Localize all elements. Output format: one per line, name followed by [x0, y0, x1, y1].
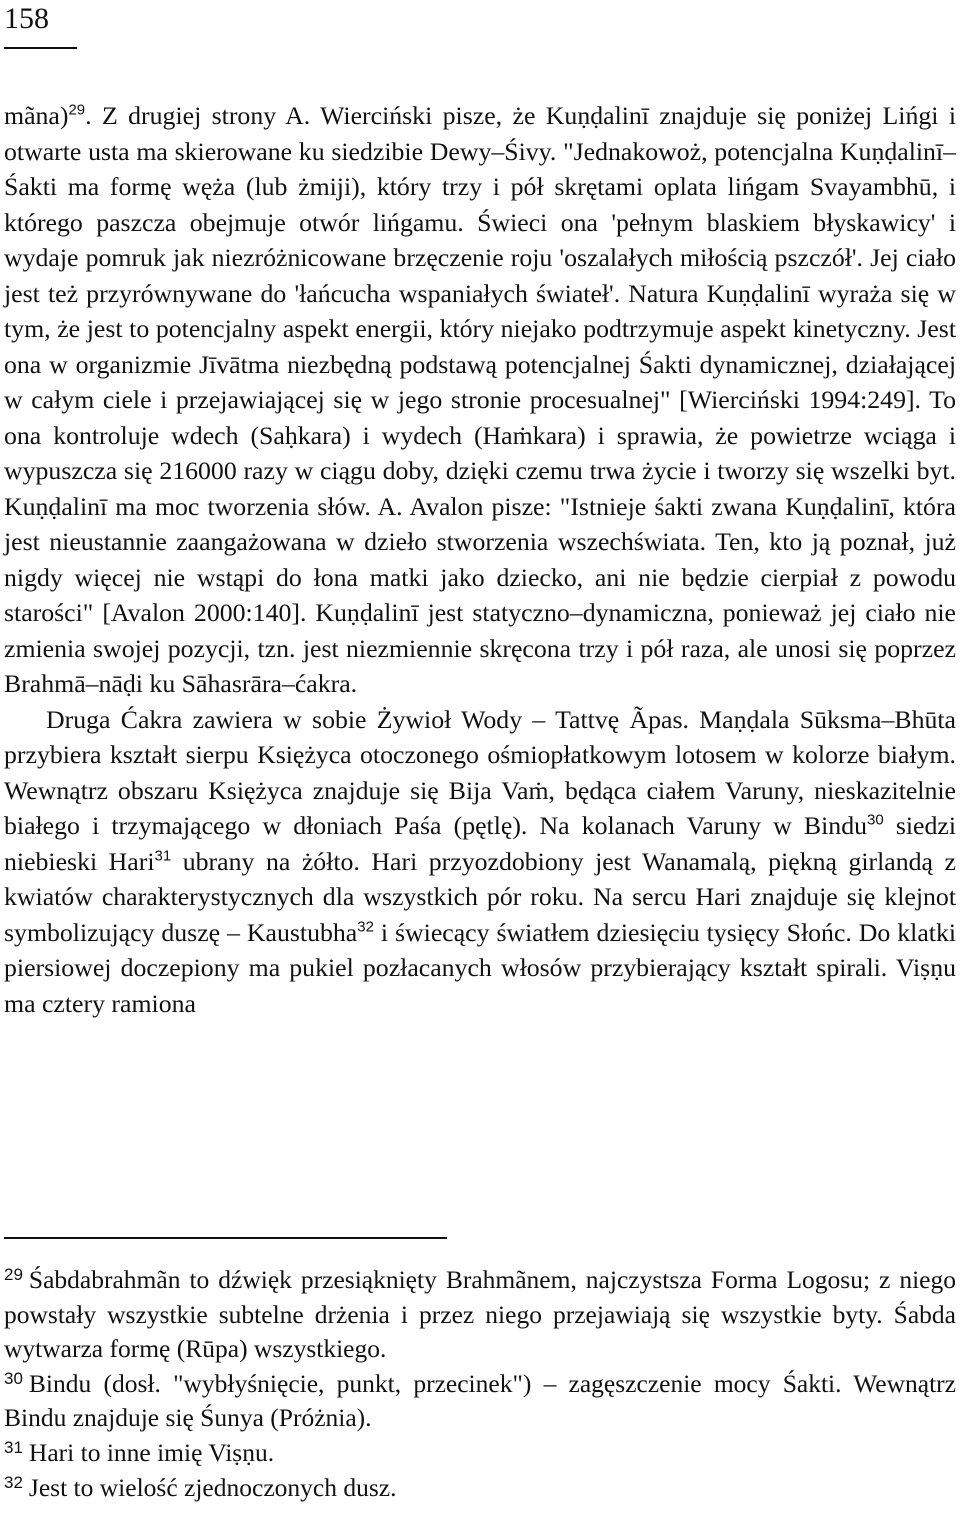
text-run: . Z drugiej strony A. Wierciński pisze, że Kuṇḍalinī znajduje się poniżej Lińgi i otwarte usta ma skierowane ku siedzibie Dewy–Śivy. "Jednakowoż, potencjalna Kuṇḍalinī–Śakti ma formę węża (lub żmiji), który trzy i pół skrętami oplata lińgam Svayambhū, i którego paszcza obejmuje otwór lińgamu. Świeci ona 'pełnym blaskiem błyskawicy' i wydaje pomruk jak niezróżnicowane brzęczenie roju 'oszalałych miłością pszczół'. Jej ciało jest też przyrównywane do 'łańcucha wspaniałych świateł'. Natura Kuṇḍalinī wyraża się w tym, że jest to potencjalny aspekt energii, który niejako podtrzymuje aspekt kinetyczny. Jest ona w organizmie Jīvātma niezbędną podstawą potencjalnej Śakti dynamicznej, działającej w całym ciele i przejawiającej się w jego stronie procesualnej" [Wierciński 1994:249]. To ona kontroluje wdech (Saḥkara) i wydech (Haṁkara) i sprawia, że powietrze wciąga i wypuszcza się 216000 razy w ciągu doby, dzięki czemu trwa życie i tworzy się wszelki byt. Kuṇḍalinī ma moc tworzenia słów. A. Avalon pisze: "Istnieje śakti zwana Kuṇḍalinī, która jest nieustannie zaangażowana w dzieło stworzenia wszechświata. Ten, kto ją poznał, już nigdy więcej nie wstąpi do łona matki jako dziecko, ani nie będzie cierpiał z powodu starości" [Avalon 2000:140]. Kuṇḍalinī jest statyczno–dynamiczna, ponieważ jej ciało nie zmienia swojej pozycji, tzn. jest niezmiennie skręcona trzy i pół raza, ale unosi się poprzez Brahmā–nāḍi ku Sāhasrāra–ćakra. [4, 101, 956, 698]
text-run: mãna) [4, 101, 69, 130]
text-run: Druga Ćakra zawiera w sobie Żywioł Wody – Tattvę Ãpas. Maṇḍala Sūksma–Bhūta przybiera kształt sierpu Księżyca otoczonego ośmiopłatkowym lotosem w kolorze białym. Wewnątrz obszaru Księżyca znajduje się Bija Vaṁ, będąca ciałem Varuny, nieskazitelnie białego i trzymającego w dłoniach Paśa (pętlę). Na kolanach Varuny w Bindu [4, 704, 956, 840]
header-rule [4, 47, 77, 49]
footnote-text: Bindu (dosł. "wybłyśnięcie, punkt, przecinek") – zagęszczenie mocy Śakti. Wewnątrz Bindu znajduje się Śunya (Próżnia). [4, 1368, 956, 1433]
paragraph [4, 702, 956, 1022]
footnote-separator [4, 1237, 447, 1239]
footnote [4, 1367, 956, 1436]
footnote [4, 1263, 956, 1367]
main-text [4, 98, 956, 1021]
footnote [4, 1471, 956, 1506]
footnote-text: Śabdabrahmãn to dźwięk przesiąknięty Brahmãnem, najczystsza Forma Logosu; z niego powstały wszystkie subtelne drżenia i przez niego przejawiają się wszystkie byty. Śabda wytwarza formę (Rūpa) wszystkiego. [4, 1265, 956, 1364]
paragraph [4, 98, 956, 702]
footnote-ref: 29 [68, 101, 86, 119]
footnote-text: Hari to inne imię Viṣṇu. [28, 1437, 275, 1467]
footnotes [4, 1263, 956, 1505]
text-run: ubrany na żółto. Hari przyozdobiony jest Wanamalą, piękną girlandą z kwiatów charakterystycznych dla wszystkich pór roku. Na sercu Hari znajduje się klejnot symbolizujący duszę – Kaustubha [4, 846, 956, 947]
footnote-number: 32 [4, 1472, 23, 1492]
page-number: 158 [4, 2, 49, 35]
footnote-text: Jest to wielość zjednoczonych dusz. [28, 1472, 397, 1502]
footnote-number: 31 [4, 1438, 23, 1458]
footnote-ref: 30 [867, 811, 884, 829]
text-run: siedzi niebieski Hari [4, 811, 956, 876]
text-run: i świecący światłem dziesięciu tysięcy Słońc. Do klatki piersiowej doczepiony ma pukiel pozłacanych włosów przybierający kształt spirali. Viṣṇu ma cztery ramiona [4, 917, 957, 1018]
footnote-number: 29 [4, 1265, 23, 1285]
footnote-number: 30 [4, 1369, 23, 1389]
footnote [4, 1436, 956, 1471]
footnote-ref: 31 [154, 847, 172, 865]
footnote-ref: 32 [357, 918, 374, 936]
